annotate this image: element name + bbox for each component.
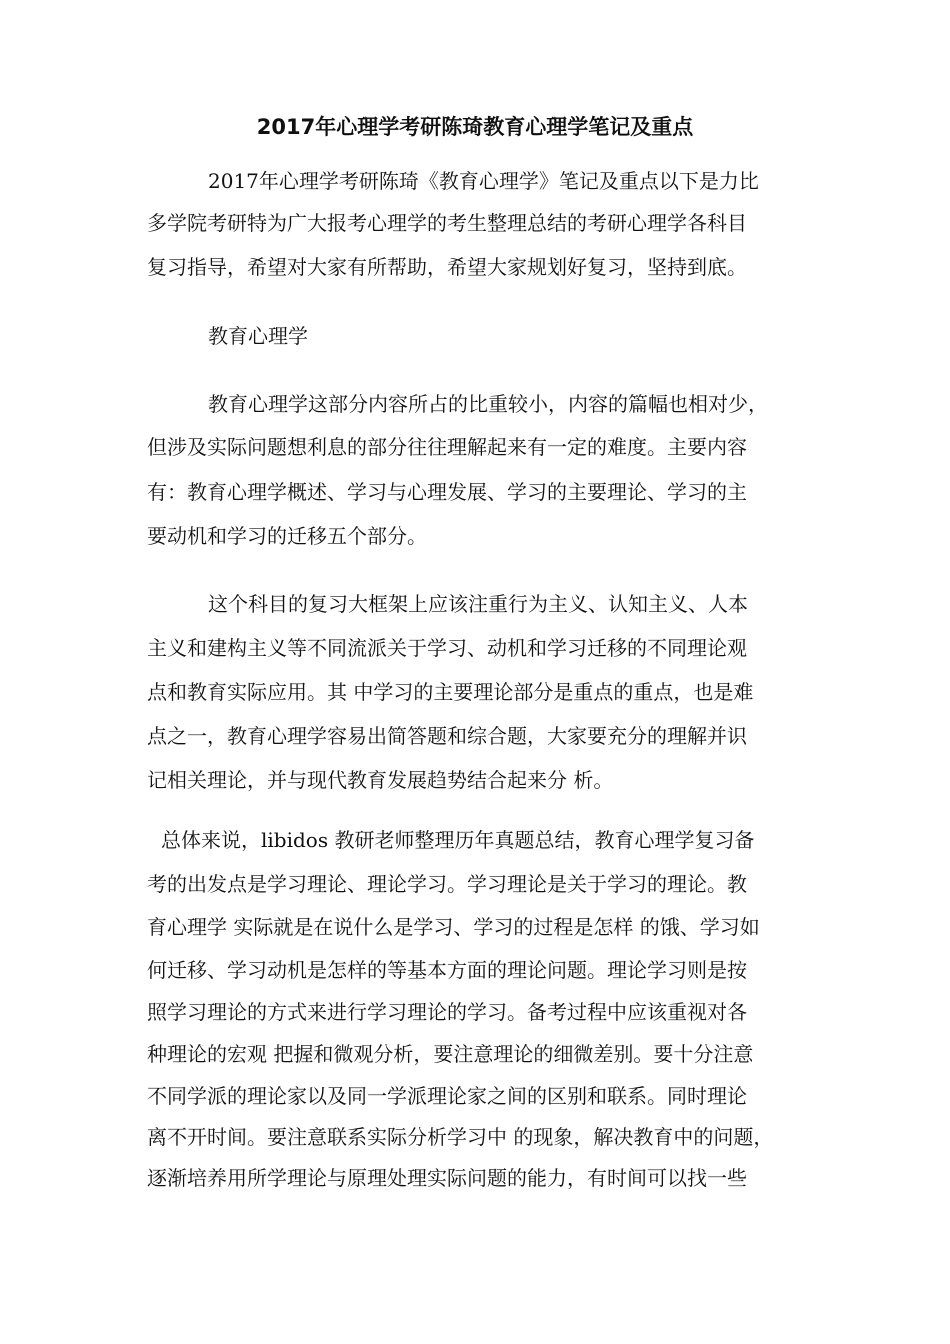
paragraph-4-line-7: 不同学派的理论家以及同一学派理论家之间的区别和联系。同时理论: [147, 1084, 747, 1108]
paragraph-3-line-2: 主义和建构主义等不同流派关于学习、动机和学习迁移的不同理论观: [147, 636, 747, 660]
paragraph-4-line-9: 逐渐培养用所学理论与原理处理实际问题的能力，有时间可以找一些: [147, 1166, 747, 1190]
paragraph-2-line-2: 但涉及实际问题想利息的部分往往理解起来有一定的难度。主要内容: [147, 435, 747, 459]
paragraph-3-line-3: 点和教育实际应用。其 中学习的主要理论部分是重点的重点，也是难: [147, 680, 754, 704]
paragraph-1-line-1: 2017年心理学考研陈琦《教育心理学》笔记及重点以下是力比: [208, 169, 759, 193]
paragraph-4-line-8: 离不开时间。要注意联系实际分析学习中 的现象，解决教育中的问题，: [147, 1125, 774, 1149]
paragraph-4-line-3: 育心理学 实际就是在说什么是学习、学习的过程是怎样 的饿、学习如: [147, 915, 760, 939]
paragraph-4-line-6: 种理论的宏观 把握和微观分析，要注意理论的细微差别。要十分注意: [147, 1042, 754, 1066]
paragraph-4-line-4: 何迁移、学习动机是怎样的等基本方面的理论问题。理论学习则是按: [147, 958, 747, 982]
paragraph-3-line-5: 记相关理论，并与现代教育发展趋势结合起来分 析。: [147, 768, 614, 792]
paragraph-4-line-5: 照学习理论的方式来进行学习理论的学习。备考过程中应该重视对各: [147, 1000, 747, 1024]
paragraph-1-line-2: 多学院考研特为广大报考心理学的考生整理总结的考研心理学各科目: [147, 211, 747, 235]
document-title: 2017年心理学考研陈琦教育心理学笔记及重点: [256, 115, 694, 139]
paragraph-1-line-3: 复习指导，希望对大家有所帮助，希望大家规划好复习，坚持到底。: [147, 255, 747, 279]
paragraph-2-line-3: 有：教育心理学概述、学习与心理发展、学习的主要理论、学习的主: [147, 480, 747, 504]
paragraph-2-line-1: 教育心理学这部分内容所占的比重较小，内容的篇幅也相对少，: [208, 392, 768, 416]
paragraph-3-line-1: 这个科目的复习大框架上应该注重行为主义、认知主义、人本: [208, 592, 748, 616]
paragraph-4-line-1: 总体来说，libidos 教研老师整理历年真题总结，教育心理学复习备: [161, 828, 755, 852]
paragraph-2-line-4: 要动机和学习的迁移五个部分。: [147, 524, 427, 548]
paragraph-3-line-4: 点之一，教育心理学容易出简答题和综合题，大家要充分的理解并识: [147, 724, 747, 748]
paragraph-4-line-2: 考的出发点是学习理论、理论学习。学习理论是关于学习的理论。教: [147, 872, 747, 896]
section-heading: 教育心理学: [208, 324, 308, 348]
